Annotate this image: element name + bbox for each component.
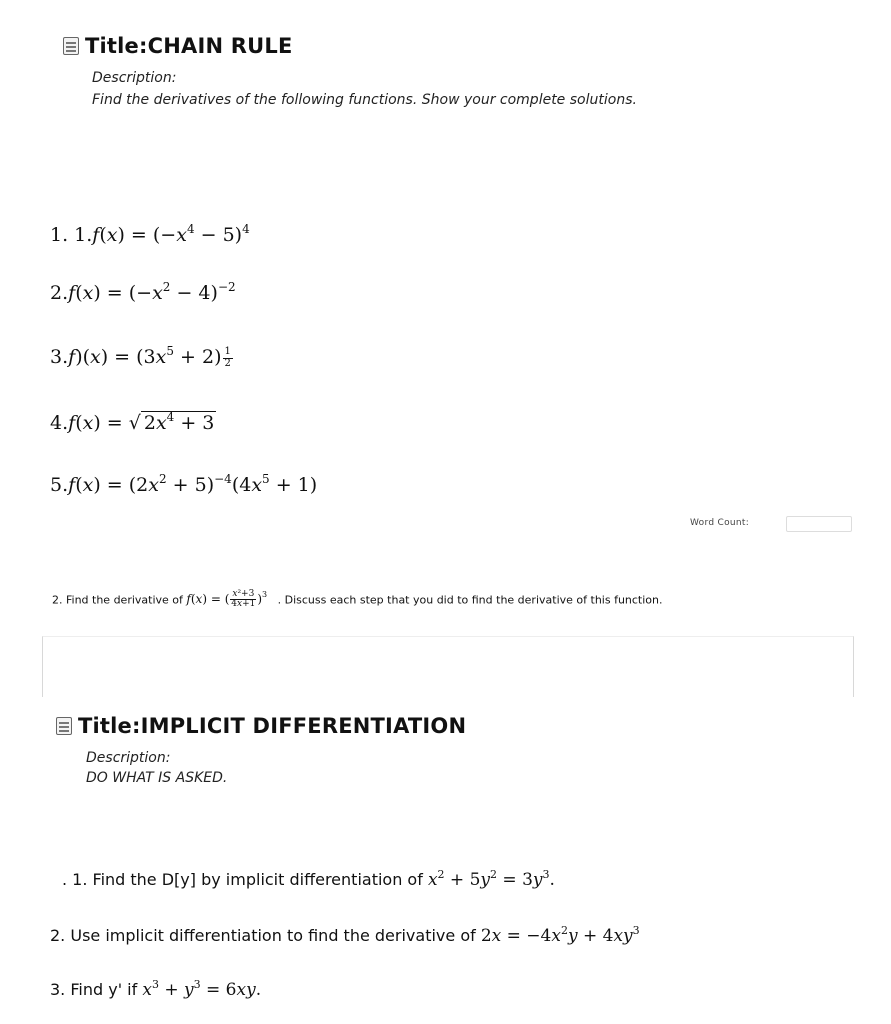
problem-3-label: 3. bbox=[50, 346, 69, 368]
problem-2: $2.f(x) = (-x^2 - 4)^{-2}$ bbox=[50, 280, 236, 304]
chain-rule-title-row bbox=[63, 34, 293, 58]
document-icon bbox=[56, 717, 72, 735]
problem-4: 4.f(x) = √ $2x^4 + 3$ bbox=[50, 410, 215, 434]
problem-5-label: 5. bbox=[50, 474, 69, 496]
question-2: 2. Find the derivative of f(x) = ( $\frac{\text{x²+3}}{4x+1}$ )$^3$ . Discuss each step that you did to find the derivative of this function. bbox=[52, 589, 663, 610]
implicit-question-2: 2. Use implicit differentiation to find the derivative of $2x = -4x^2y + 4xy^3$ bbox=[50, 924, 640, 946]
implicit-title-row bbox=[56, 714, 466, 738]
implicit-question-3-text: 3. Find y' if bbox=[50, 980, 138, 999]
chain-rule-title: Title:CHAIN RULE bbox=[85, 34, 293, 58]
chain-rule-description-label: Description: bbox=[92, 70, 177, 86]
implicit-description-label: Description: bbox=[86, 750, 171, 766]
problem-2-label: 2. bbox=[50, 282, 69, 304]
document-icon bbox=[63, 37, 79, 55]
problem-4-label: 4. bbox=[50, 412, 69, 434]
question-2-prefix: 2. Find the derivative of bbox=[52, 593, 183, 607]
answer-textbox[interactable] bbox=[42, 636, 854, 697]
implicit-description-text: DO WHAT IS ASKED. bbox=[86, 770, 228, 786]
implicit-question-1-text: 1. Find the D[y] by implicit differentiation of bbox=[72, 870, 423, 889]
implicit-title: Title:IMPLICIT DIFFERENTIATION bbox=[78, 714, 467, 738]
implicit-question-3: 3. Find y' if $x^3 + y^3 = 6xy$. bbox=[50, 978, 262, 1000]
implicit-question-2-text: 2. Use implicit differentiation to find the derivative of bbox=[50, 926, 476, 945]
word-count-label: Word Count: bbox=[690, 518, 750, 528]
chain-rule-description-text: Find the derivatives of the following functions. Show your complete solutions. bbox=[92, 92, 637, 108]
problem-5: $5.f(x) = (2x^2 + 5)^{-4}(4x^5 + 1)$ bbox=[50, 472, 318, 496]
problem-1-label: 1. 1. bbox=[50, 224, 93, 246]
question-2-suffix: . Discuss each step that you did to find the derivative of this function. bbox=[277, 593, 663, 607]
implicit-question-1: . 1. Find the D[y] by implicit differentiation of $x^2 + 5y^2 = 3y^3$. bbox=[62, 868, 555, 890]
word-count-field bbox=[786, 516, 852, 532]
problem-3: $3.f)(x) = (3x^5 + 2)$ $\frac{1}{2}$ bbox=[50, 344, 231, 369]
problem-1: 1. $1.f(x) = (-x^4 - 5)^4$ bbox=[50, 222, 250, 246]
